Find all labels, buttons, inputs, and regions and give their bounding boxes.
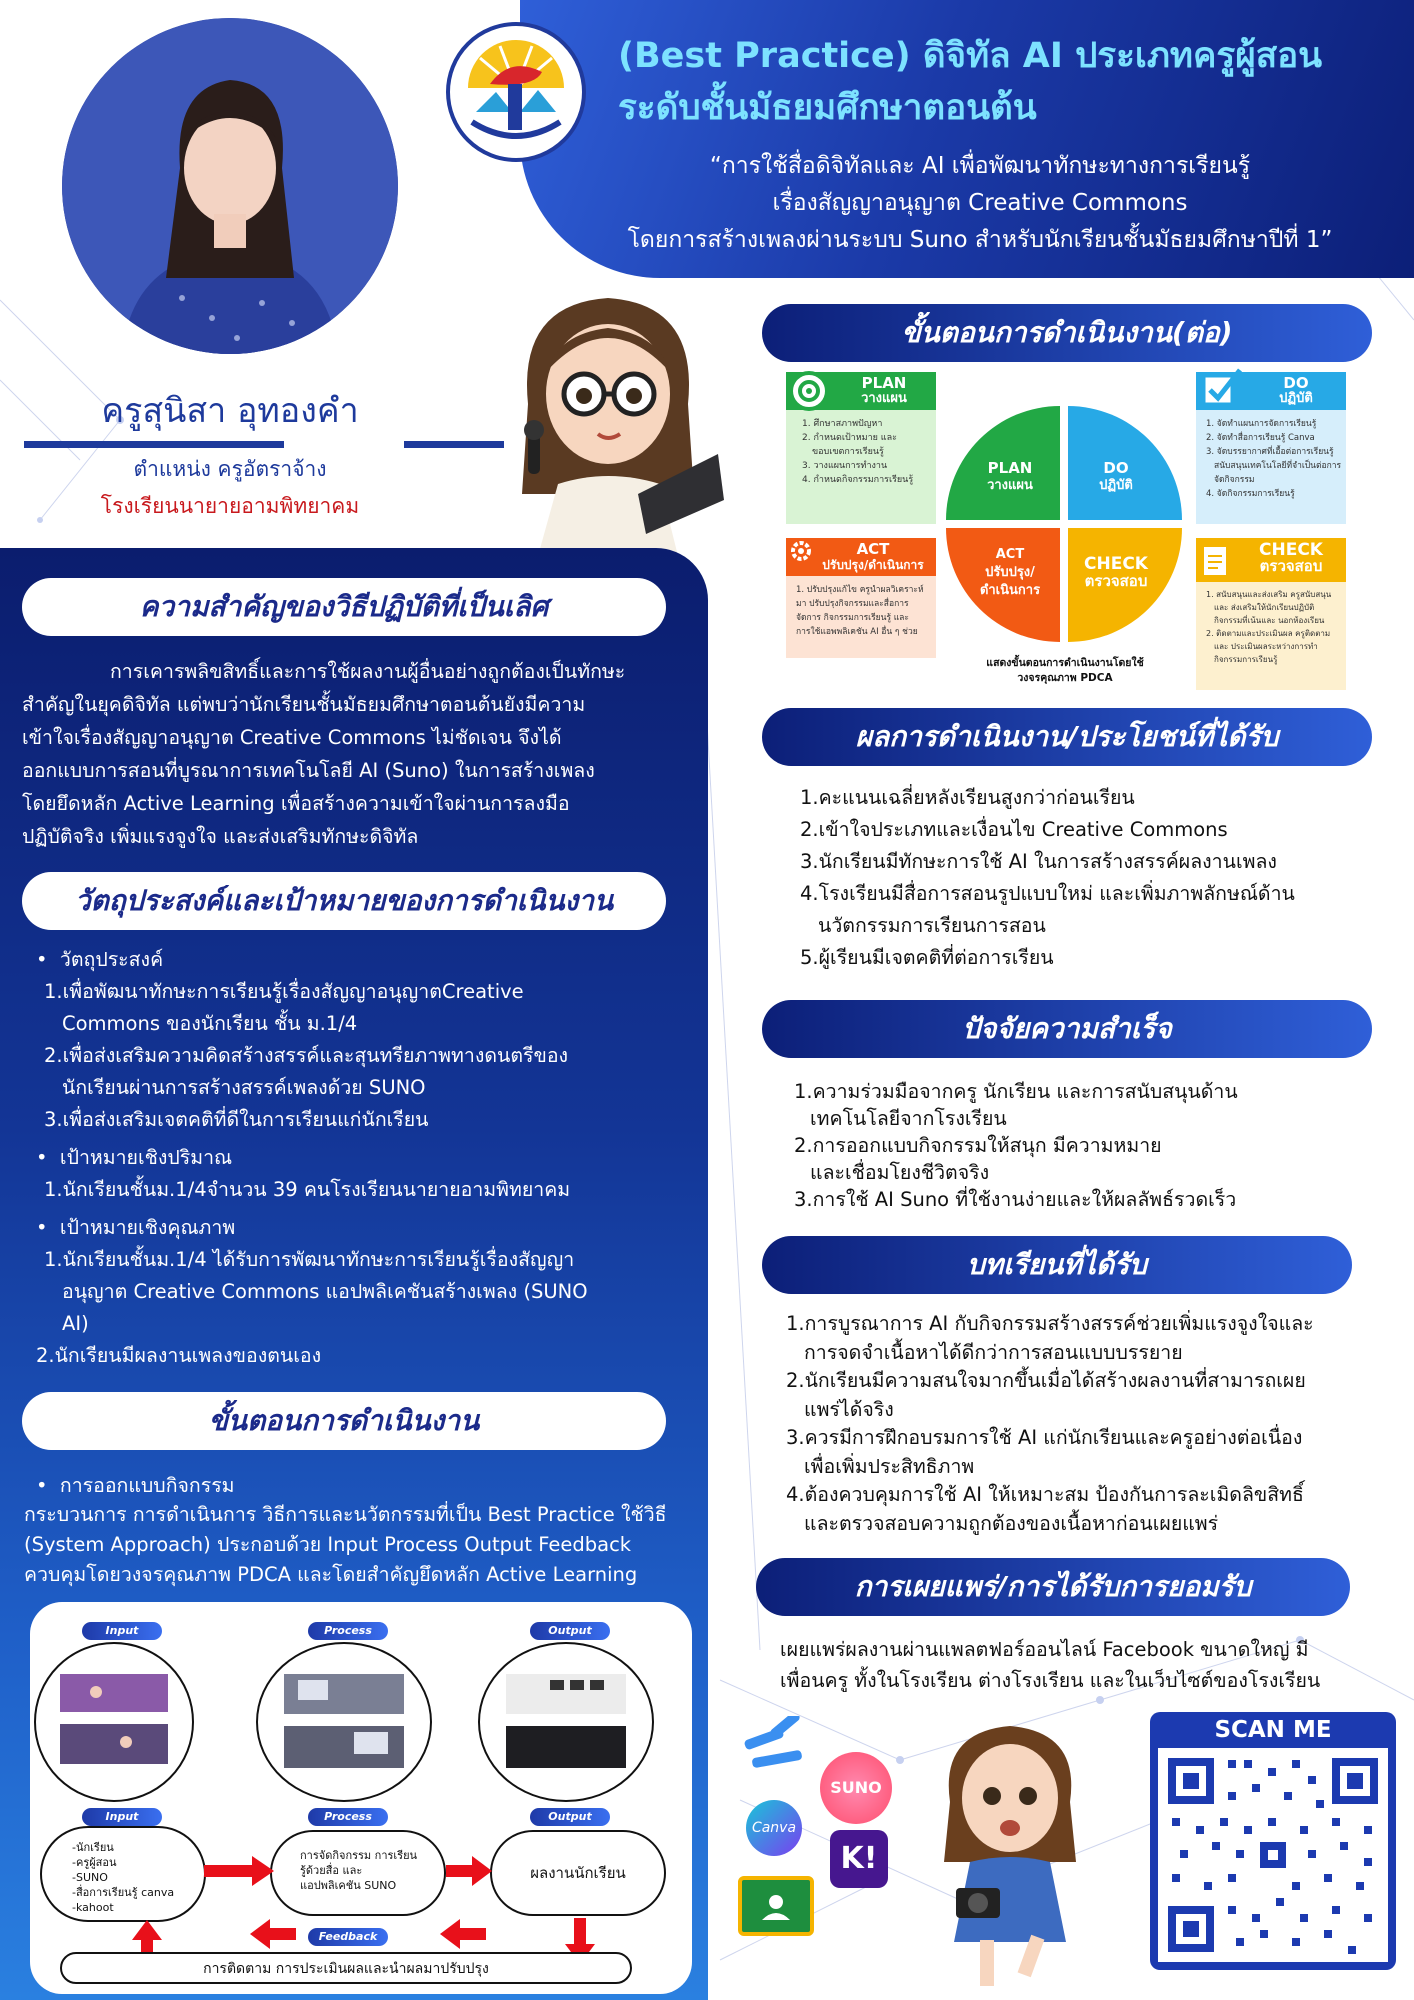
lessons-heading: บทเรียนที่ได้รับ <box>762 1236 1352 1294</box>
lesson-item: 3.ควรมีการฝึกอบรมการใช้ AI แก่นักเรียนและครูอย่างต่อเนื่อง <box>786 1426 1303 1449</box>
wheel-check-sub: ตรวจสอบ <box>1084 572 1148 590</box>
pdca-caption <box>950 656 1180 686</box>
check-card-items <box>1196 582 1346 666</box>
plan-item: ขอบเขตการเรียนรู้ <box>812 447 884 457</box>
objective-label: • วัตถุประสงค์ <box>36 948 164 971</box>
arrow-output-to-feedback <box>440 1919 486 1949</box>
do-item: 2. จัดทำสื่อการเรียนรู้ Canva <box>1206 433 1315 443</box>
result-item: 1.คะแนนเฉลี่ยหลังเรียนสูงกว่าก่อนเรียน <box>800 786 1135 809</box>
check-item: และ ประเมินผลระหว่างการทำ <box>1214 642 1318 651</box>
check-item: และ ส่งเสริมให้นักเรียนปฏิบัติ <box>1214 603 1315 612</box>
act-item: การใช้แอพพลิเคชัน AI อื่น ๆ ช่วย <box>796 627 918 637</box>
suno-label: SUNO <box>830 1778 882 1797</box>
importance-line: ปฏิบัติจริง เพิ่มแรงจูงใจ และส่งเสริมทักษะดิจิทัล <box>22 825 419 848</box>
pdca-act-card <box>786 538 936 658</box>
wheel-plan-label <box>960 460 1060 494</box>
project-quote <box>560 148 1400 259</box>
objective-item: 2.เพื่อส่งเสริมความคิดสร้างสรรค์และสุนทรียภาพทางดนตรีของ <box>44 1044 569 1067</box>
quality-item: 2.นักเรียนมีผลงานเพลงของตนเอง <box>36 1344 322 1367</box>
quantity-label-text: เป้าหมายเชิงปริมาณ <box>59 1146 233 1169</box>
input-item: -สื่อการเรียนรู้ canva <box>72 1886 175 1899</box>
lesson-item: การจดจำเนื้อหาได้ดีกว่าการสอนแบบบรรยาย <box>804 1340 1183 1364</box>
pdca-plan-card <box>786 372 936 524</box>
input-item: -นักเรียน <box>72 1841 114 1854</box>
quote-line-1: “การใช้สื่อดิจิทัลและ AI เพื่อพัฒนาทักษะทางการเรียนรู้ <box>709 153 1251 179</box>
pdca-caption-line: วงจรคุณภาพ PDCA <box>1017 672 1113 684</box>
quote-line-2: เรื่องสัญญาอนุญาต Creative Commons <box>772 190 1188 216</box>
steps-line: ควบคุมโดยวงจรคุณภาพ PDCA และโดยสำคัญยึดหลัก Active Learning <box>24 1563 638 1586</box>
results-list <box>800 782 1370 974</box>
title-line-1: (Best Practice) ดิจิทัล AI ประเภทครูผู้สอน <box>618 36 1323 76</box>
output-screenshot-oval <box>478 1642 654 1802</box>
checkmark-icon <box>1200 366 1244 410</box>
act-item: มา ปรับปรุงกิจกรรมและสื่อการ <box>796 599 909 609</box>
wheel-do-title: DO <box>1103 459 1129 477</box>
plan-item: 1. ศึกษาสภาพปัญหา <box>802 419 883 429</box>
plan-item: 4. กำหนดกิจกรรมการเรียนรู้ <box>802 475 914 485</box>
dissemination-line: เพื่อนครู ทั้งในโรงเรียน ต่างโรงเรียน และในเว็บไซต์ของโรงเรียน <box>780 1669 1321 1692</box>
qr-code[interactable] <box>1158 1748 1388 1962</box>
google-classroom-icon <box>738 1876 814 1940</box>
check-item: 2. ติดตามและประเมินผล ครูติดตาม <box>1206 629 1331 638</box>
quality-item: AI) <box>62 1312 89 1335</box>
importance-heading: ความสำคัญของวิธีปฏิบัติที่เป็นเลิศ <box>22 578 666 636</box>
input-item: -ครูผู้สอน <box>72 1856 117 1869</box>
importance-line: ออกแบบการสอนที่บูรณาการเทคโนโลยี AI (Suno) ในการสร้างเพลง <box>22 759 595 782</box>
plan-card-items <box>786 410 936 486</box>
quantity-item: 1.นักเรียนชั้นม.1/4จำนวน 39 คนโรงเรียนนายายอามพิทยาคม <box>44 1178 571 1201</box>
poster-title <box>618 30 1398 134</box>
success-item: 3.การใช้ AI Suno ที่ใช้งานง่ายและให้ผลลัพธ์รวดเร็ว <box>794 1188 1237 1211</box>
plan-card-title: PLAN <box>861 374 907 392</box>
name-underline-left <box>24 441 284 448</box>
input-photo-oval <box>34 1642 194 1802</box>
suno-app-icon <box>820 1752 892 1824</box>
lesson-item: 4.ต้องควบคุมการใช้ AI ให้เหมาะสม ป้องกันการละเมิดลิขสิทธิ์ <box>786 1483 1304 1506</box>
quality-label-text: เป้าหมายเชิงคุณภาพ <box>59 1216 236 1239</box>
qr-code-panel <box>1150 1712 1396 1970</box>
steps-bullet: • การออกแบบกิจกรรม <box>36 1474 235 1497</box>
wheel-do-label <box>1066 460 1166 494</box>
wheel-act-sub2: ดำเนินการ <box>979 583 1041 598</box>
objectives-list <box>36 944 686 1372</box>
success-factors-heading: ปัจจัยความสำเร็จ <box>762 1000 1372 1058</box>
importance-line: โดยยึดหลัก Active Learning เพื่อสร้างความเข้าใจผ่านการลงมือ <box>22 792 570 815</box>
output-text: ผลงานนักเรียน <box>530 1864 626 1882</box>
results-heading: ผลการดำเนินงาน/ประโยชน์ที่ได้รับ <box>762 708 1372 766</box>
lessons-list <box>786 1310 1376 1538</box>
success-factors-list <box>794 1078 1354 1213</box>
objective-item: Commons ของนักเรียน ชั้น ม.1/4 <box>62 1012 358 1035</box>
check-card-title: CHECK <box>1259 540 1323 560</box>
wheel-act-title: ACT <box>995 547 1025 562</box>
result-item: 4.โรงเรียนมีสื่อการสอนรูปแบบใหม่ และเพิ่มภาพลักษณ์ด้าน <box>800 882 1295 905</box>
scan-me-label: SCAN ME <box>1214 1717 1332 1743</box>
process-line: รู้ด้วยสื่อ และ <box>300 1864 363 1877</box>
importance-line: สำคัญในยุคดิจิทัล แต่พบว่านักเรียนชั้นมัธยมศึกษาตอนต้นยังมีความ <box>22 693 586 716</box>
success-item: 1.ความร่วมมือจากครู นักเรียน และการสนับสนุนด้าน <box>794 1080 1238 1103</box>
kahoot-label: K! <box>840 1841 878 1876</box>
steps-bullet-text: การออกแบบกิจกรรม <box>59 1474 235 1497</box>
quantity-label: • เป้าหมายเชิงปริมาณ <box>36 1146 233 1169</box>
success-item: เทคโนโลยีจากโรงเรียน <box>810 1107 1007 1130</box>
pdca-do-card <box>1196 372 1346 524</box>
output-box <box>490 1830 666 1916</box>
dissemination-text <box>780 1634 1380 1696</box>
dissemination-heading: การเผยแพร่/การได้รับการยอมรับ <box>756 1558 1350 1616</box>
plan-card-sub: วางแผน <box>861 391 907 406</box>
importance-line: เข้าใจเรื่องสัญญาอนุญาต Creative Commons ไม่ชัดเจน จึงได้ <box>22 726 562 749</box>
act-card-title: ACT <box>856 540 890 558</box>
quality-item: 1.นักเรียนชั้นม.1/4 ได้รับการพัฒนาทักษะการเรียนรู้เรื่องสัญญา <box>44 1248 575 1271</box>
check-item: 1. สนับสนุนและส่งเสริม ครูสนับสนุน <box>1206 590 1332 599</box>
wheel-plan-title: PLAN <box>987 459 1033 477</box>
input-items-box <box>40 1826 206 1922</box>
importance-line: การเคารพลิขสิทธิ์และการใช้ผลงานผู้อื่นอย่างถูกต้องเป็นทักษะ <box>110 660 626 683</box>
arrow-feedback-left <box>250 1919 296 1949</box>
steps-line: (System Approach) ประกอบด้วย Input Process Output Feedback <box>24 1533 632 1556</box>
result-item: 3.นักเรียนมีทักษะการใช้ AI ในการสร้างสรรค์ผลงานเพลง <box>800 850 1277 873</box>
do-item: 3. จัดบรรยากาศที่เอื้อต่อการเรียนรู้ <box>1206 447 1334 457</box>
wheel-check-title: CHECK <box>1084 554 1148 574</box>
check-item: กิจกรรมการเรียนรู้ <box>1214 655 1278 664</box>
qr-code-icon <box>1158 1748 1388 1962</box>
objective-item: 3.เพื่อส่งเสริมเจตคติที่ดีในการเรียนแก่นักเรียน <box>44 1108 429 1131</box>
objective-item: นักเรียนผ่านการสร้างสรรค์เพลงด้วย SUNO <box>62 1076 426 1099</box>
pdca-check-card <box>1196 538 1346 690</box>
quality-label: • เป้าหมายเชิงคุณภาพ <box>36 1216 236 1239</box>
process-line: แอปพลิเคชัน SUNO <box>300 1879 397 1892</box>
objective-item: 1.เพื่อพัฒนาทักษะการเรียนรู้เรื่องสัญญาอนุญาตCreative <box>44 980 524 1003</box>
check-card-sub: ตรวจสอบ <box>1259 557 1323 575</box>
act-card-items <box>786 576 936 638</box>
wheel-act-sub1: ปรับปรุง/ <box>985 565 1035 580</box>
flow-tag-output: Output <box>530 1808 610 1826</box>
cartoon-girl-camera-illustration <box>900 1712 1120 1992</box>
process-photo-oval <box>256 1642 432 1802</box>
flow-tag-input-top: Input <box>82 1622 162 1640</box>
importance-paragraph <box>22 655 680 853</box>
dissemination-line: เผยแพร่ผลงานผ่านแพลตฟอร์ออนไลน์ Facebook ขนาดใหญ่ มี <box>780 1638 1309 1661</box>
lesson-item: และตรวจสอบความถูกต้องของเนื้อหาก่อนเผยแพร่ <box>804 1511 1219 1535</box>
act-item: จัดการ กิจกรรมการเรียนรู้ และ <box>796 613 909 623</box>
result-item: 2.เข้าใจประเภทและเงื่อนไข Creative Commons <box>800 818 1228 841</box>
process-box <box>270 1830 446 1916</box>
input-item: -SUNO <box>72 1871 108 1884</box>
success-item: และเชื่อมโยงชีวิตจริง <box>810 1161 990 1184</box>
pdca-wheel <box>944 404 1184 644</box>
do-item: สนับสนุนเทคโนโลยีที่จำเป็นต่อการ <box>1214 461 1342 471</box>
lesson-item: แพร่ได้จริง <box>804 1397 894 1421</box>
title-line-2: ระดับชั้นมัธยมศึกษาตอนต้น <box>618 88 1037 128</box>
do-item: 4. จัดกิจกรรมการเรียนรู้ <box>1206 489 1295 499</box>
wheel-do-sub: ปฏิบัติ <box>1099 478 1133 493</box>
pdca-caption-line: แสดงขั้นตอนการดำเนินงานโดยใช้ <box>986 657 1144 669</box>
lesson-item: 2.นักเรียนมีความสนใจมากขึ้นเมื่อได้สร้างผลงานที่สามารถเผย <box>786 1369 1306 1392</box>
quality-item: อนุญาต Creative Commons แอปพลิเคชันสร้างเพลง (SUNO <box>62 1280 588 1303</box>
result-item: นวัตกรรมการเรียนการสอน <box>818 914 1046 937</box>
arrow-process-to-output <box>446 1856 492 1886</box>
teacher-photo <box>62 18 398 354</box>
steps-continued-heading: ขั้นตอนการดำเนินงาน(ต่อ) <box>762 304 1372 362</box>
flow-tag-feedback: Feedback <box>308 1928 388 1946</box>
kahoot-app-icon <box>830 1830 888 1888</box>
canva-app-icon <box>746 1800 802 1856</box>
quote-line-3: โดยการสร้างเพลงผ่านระบบ Suno สำหรับนักเรียนชั้นมัธยมศึกษาปีที่ 1” <box>627 227 1333 253</box>
flow-tag-process: Process <box>308 1808 388 1826</box>
do-card-title: DO <box>1283 374 1309 392</box>
do-item: จัดกิจกรรม <box>1214 475 1255 485</box>
lesson-item: เพื่อเพิ่มประสิทธิภาพ <box>804 1454 975 1478</box>
arrow-input-to-process <box>204 1856 274 1886</box>
result-item: 5.ผู้เรียนมีเจตคติที่ต่อการเรียน <box>800 946 1054 969</box>
feedback-box <box>60 1952 632 1984</box>
wheel-act-label <box>960 546 1060 600</box>
school-logo <box>446 22 586 162</box>
do-card-sub: ปฏิบัติ <box>1279 391 1313 406</box>
wheel-check-label <box>1066 556 1166 590</box>
clipboard-icon <box>1200 542 1232 578</box>
objectives-heading: วัตถุประสงค์และเป้าหมายของการดำเนินงาน <box>22 872 666 930</box>
steps-heading: ขั้นตอนการดำเนินงาน <box>22 1392 666 1450</box>
act-card-sub: ปรับปรุง/ดำเนินการ <box>822 558 924 572</box>
success-item: 2.การออกแบบกิจกรรมให้สนุก มีความหมาย <box>794 1134 1162 1157</box>
process-line: การจัดกิจกรรม การเรียน <box>300 1849 418 1862</box>
gear-icon <box>788 538 814 564</box>
plan-item: 2. กำหนดเป้าหมาย และ <box>802 433 897 443</box>
feedback-text: การติดตาม การประเมินผลและนำผลมาปรับปรุง <box>203 1961 489 1977</box>
teacher-position: ตำแหน่ง ครูอัตราจ้าง <box>133 457 327 481</box>
do-card-items <box>1196 410 1346 500</box>
cartoon-teacher-illustration <box>488 284 728 556</box>
canva-label: Canva <box>751 1820 797 1836</box>
plan-item: 3. วางแผนการทำงาน <box>802 461 888 471</box>
target-icon <box>788 370 830 412</box>
steps-paragraph <box>24 1500 700 1590</box>
check-item: กิจกรรมที่เน้นและ นอกห้องเรียน <box>1214 616 1325 625</box>
do-item: 1. จัดทำแผนการจัดการเรียนรู้ <box>1206 419 1317 429</box>
wheel-plan-sub: วางแผน <box>987 478 1033 493</box>
teacher-school: โรงเรียนนายายอามพิทยาคม <box>100 494 360 518</box>
input-item: -kahoot <box>72 1901 114 1914</box>
objective-label-text: วัตถุประสงค์ <box>59 948 164 971</box>
steps-line: กระบวนการ การดำเนินการ วิธีการและนวัตกรรมที่เป็น Best Practice ใช้วิธี <box>24 1503 667 1526</box>
flow-tag-output-top: Output <box>530 1622 610 1640</box>
lesson-item: 1.การบูรณาการ AI กับกิจกรรมสร้างสรรค์ช่วยเพิ่มแรงจูงใจและ <box>786 1312 1314 1335</box>
teacher-name: ครูสุนิสา อุทองคำ <box>101 391 359 431</box>
megaphone-icon <box>738 1716 828 1786</box>
flow-tag-input: Input <box>82 1808 162 1826</box>
act-item: 1. ปรับปรุงแก้ไข ครูนำผลวิเคราะห์ <box>796 585 924 595</box>
flow-tag-process-top: Process <box>308 1622 388 1640</box>
